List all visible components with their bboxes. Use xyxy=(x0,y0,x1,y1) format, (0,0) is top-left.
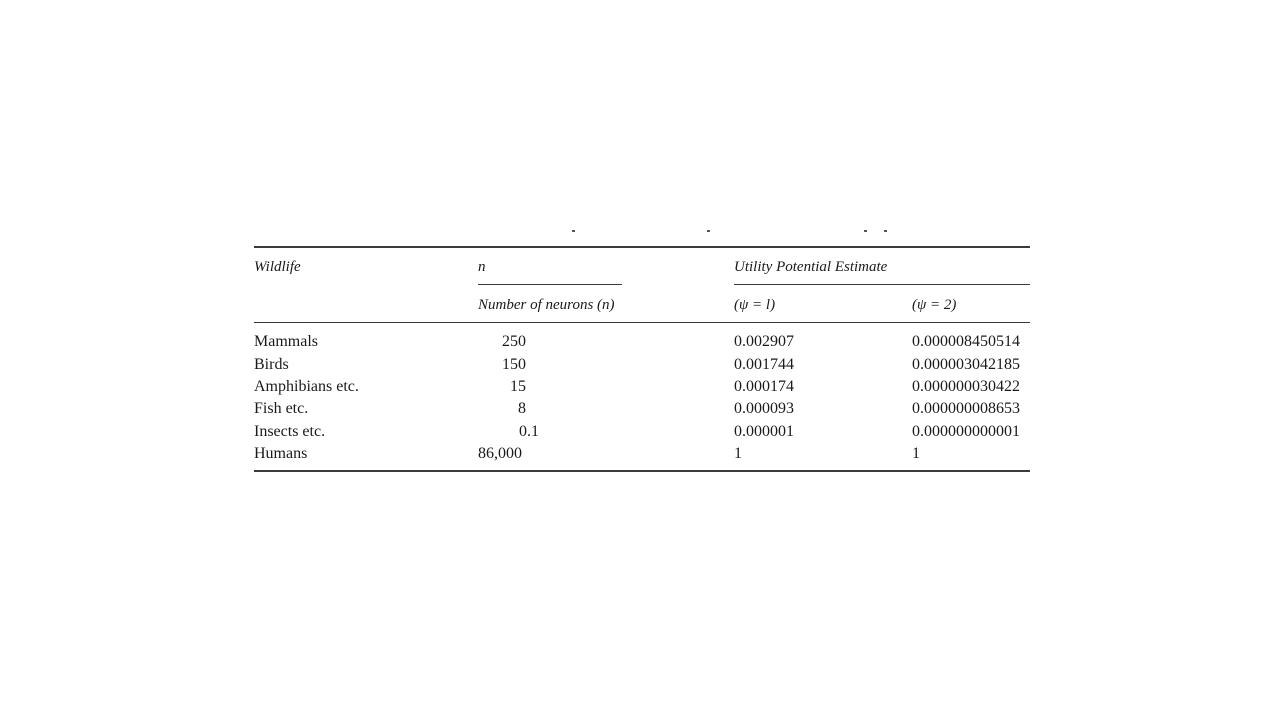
row-n-birds: 150 xyxy=(502,356,526,373)
row-u2-mammals: 0.000008450514 xyxy=(912,333,1020,350)
caption-mark xyxy=(572,230,575,232)
row-n-mammals: 250 xyxy=(502,333,526,350)
row-u1-amphibians: 0.000174 xyxy=(734,378,794,395)
header-n: n xyxy=(478,259,486,275)
row-u2-fish: 0.000000008653 xyxy=(912,400,1020,417)
row-n-amphibians: 15 xyxy=(510,378,526,395)
n-header-rule xyxy=(478,284,622,285)
header-wildlife: Wildlife xyxy=(254,259,301,275)
caption-mark xyxy=(864,230,867,232)
caption-mark xyxy=(707,230,710,232)
header-bottom-rule xyxy=(254,322,1030,323)
header-psi-1: (ψ = l) xyxy=(734,297,776,313)
row-u1-humans: 1 xyxy=(734,445,742,462)
row-n-humans: 86,000 xyxy=(478,445,522,462)
header-utility-group: Utility Potential Estimate xyxy=(734,259,888,275)
row-u2-humans: 1 xyxy=(912,445,920,462)
row-n-fish: 8 xyxy=(518,400,526,417)
row-u1-birds: 0.001744 xyxy=(734,356,794,373)
row-name-humans: Humans xyxy=(254,445,308,462)
row-u2-amphibians: 0.000000030422 xyxy=(912,378,1020,395)
header-neurons: Number of neurons (n) xyxy=(478,297,615,313)
clipped-caption-marks xyxy=(554,228,894,236)
row-u2-insects: 0.000000000001 xyxy=(912,423,1020,440)
row-u1-insects: 0.000001 xyxy=(734,423,794,440)
row-u1-fish: 0.000093 xyxy=(734,400,794,417)
row-name-fish: Fish etc. xyxy=(254,400,309,417)
row-name-mammals: Mammals xyxy=(254,333,318,350)
utility-header-rule xyxy=(734,284,1030,285)
row-n-insects: 0.1 xyxy=(519,423,539,440)
row-u2-birds: 0.000003042185 xyxy=(912,356,1020,373)
row-name-amphibians: Amphibians etc. xyxy=(254,378,359,395)
caption-mark xyxy=(884,230,887,232)
neuron-utility-table xyxy=(254,228,1030,478)
bottom-rule xyxy=(254,470,1030,472)
row-name-birds: Birds xyxy=(254,356,289,373)
header-psi-2: (ψ = 2) xyxy=(912,297,957,313)
row-u1-mammals: 0.002907 xyxy=(734,333,794,350)
row-name-insects: Insects etc. xyxy=(254,423,326,440)
top-rule xyxy=(254,246,1030,248)
